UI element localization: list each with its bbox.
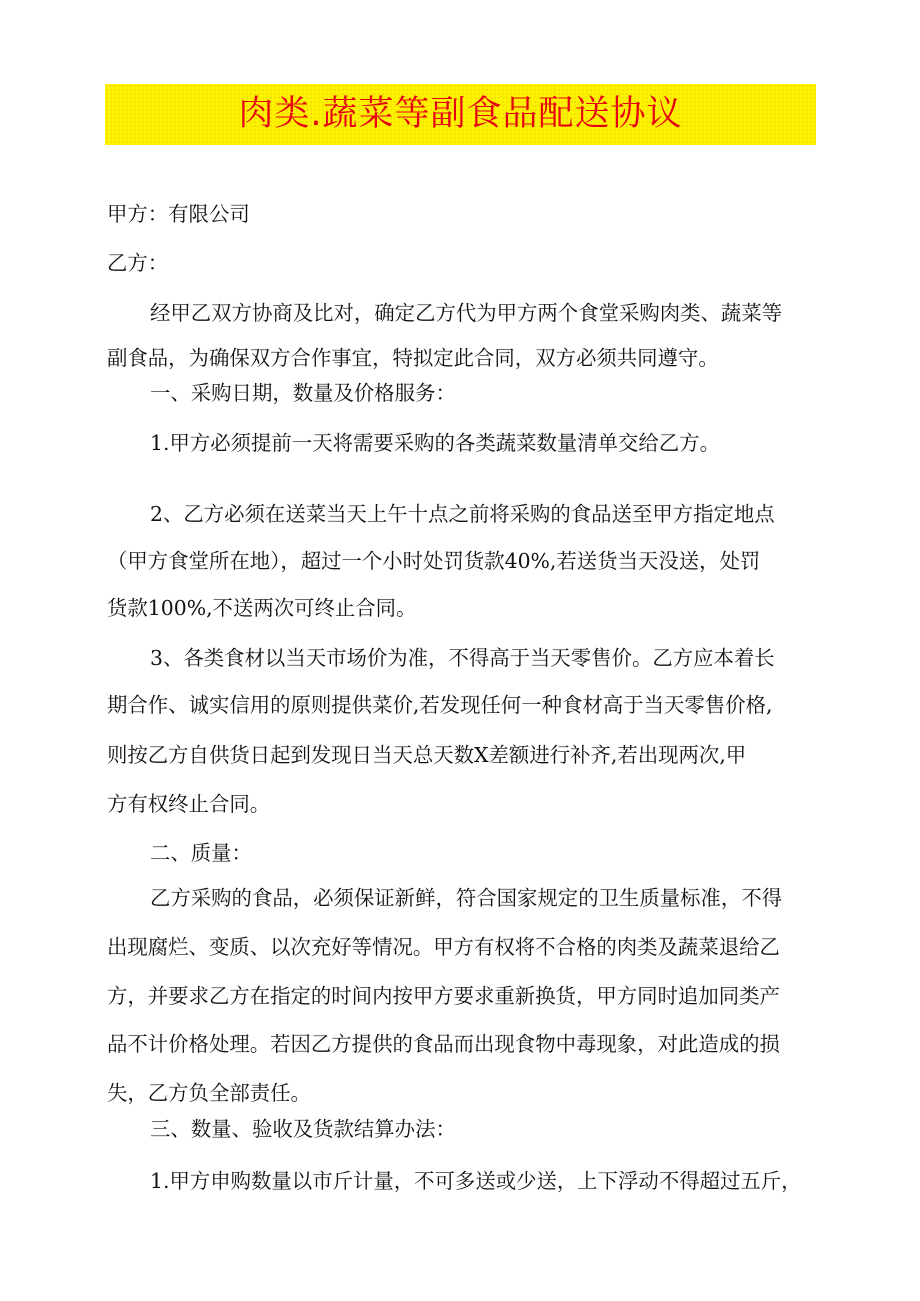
- quality-line-4: 品不计价格处理。若因乙方提供的食品而出现食物中毒现象，对此造成的损: [107, 1032, 780, 1056]
- clause-3-1-line-1: 1.甲方申购数量以市斤计量，不可多送或少送，上下浮动不得超过五斤，: [150, 1169, 802, 1193]
- clause-1-2-line-3: 货款100%,不送两次可终止合同。: [107, 596, 417, 620]
- party-a-line: 甲方：有限公司: [107, 202, 250, 226]
- intro-line-1: 经甲乙双方协商及比对，确定乙方代为甲方两个食堂采购肉类、蔬菜等: [150, 301, 783, 325]
- quality-line-5: 失，乙方负全部责任。: [107, 1081, 311, 1105]
- intro-line-2: 副食品，为确保双方合作事宜，特拟定此合同，双方必须共同遵守。: [107, 346, 719, 370]
- quality-line-1: 乙方采购的食品，必须保证新鲜，符合国家规定的卫生质量标准，不得: [150, 886, 783, 910]
- clause-1-3-line-2: 期合作、诚实信用的原则提供菜价,若发现任何一种食材高于当天零售价格,: [107, 693, 773, 717]
- party-b-line: 乙方：: [107, 251, 169, 275]
- clause-1-2-line-1: 2、乙方必须在送菜当天上午十点之前将采购的食品送至甲方指定地点: [150, 502, 775, 526]
- quality-line-3: 方，并要求乙方在指定的时间内按甲方要求重新换货，甲方同时追加同类产: [107, 984, 780, 1008]
- section-heading-2: 二、质量：: [150, 841, 252, 865]
- quality-line-2: 出现腐烂、变质、以次充好等情况。甲方有权将不合格的肉类及蔬菜退给乙: [107, 935, 780, 959]
- clause-1-3-line-3: 则按乙方自供货日起到发现日当天总天数X差额进行补齐,若出现两次,甲: [107, 743, 747, 767]
- clause-1-1-line-1: 1.甲方必须提前一天将需要采购的各类蔬菜数量清单交给乙方。: [150, 431, 720, 455]
- title-banner: [105, 84, 816, 145]
- document-title: 肉类.蔬菜等副食品配送协议: [238, 94, 683, 134]
- section-heading-3: 三、数量、验收及货款结算办法：: [150, 1117, 456, 1141]
- clause-1-3-line-4: 方有权终止合同。: [107, 792, 271, 816]
- clause-1-3-line-1: 3、各类食材以当天市场价为准，不得高于当天零售价。乙方应本着长: [150, 646, 775, 670]
- section-heading-1: 一、采购日期，数量及价格服务：: [150, 381, 456, 405]
- clause-1-2-line-2: （甲方食堂所在地），超过一个小时处罚货款40%,若送货当天没送，处罚: [107, 549, 761, 573]
